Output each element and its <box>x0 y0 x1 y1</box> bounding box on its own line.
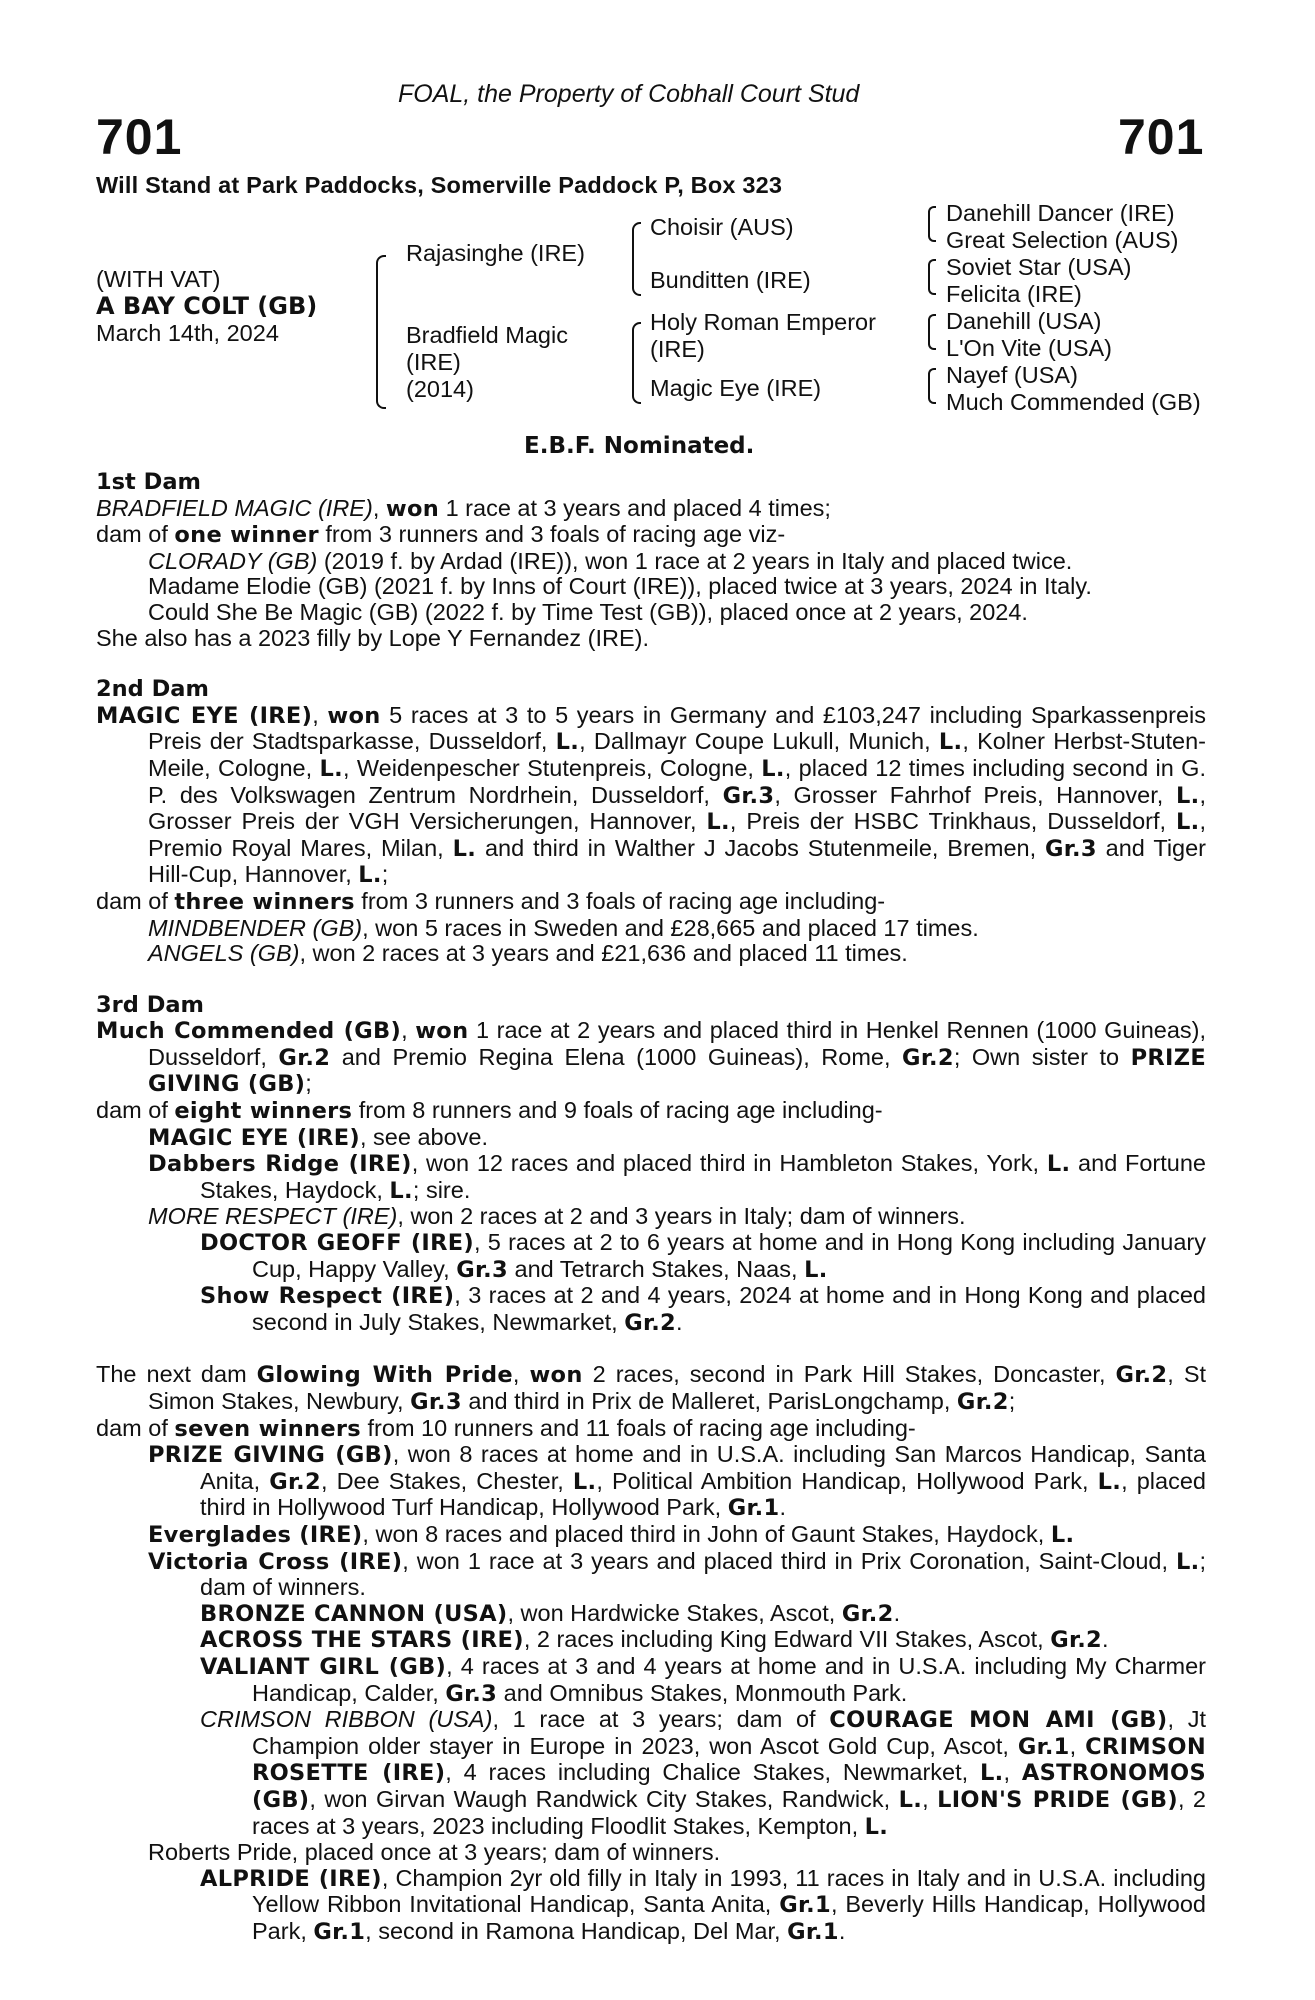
dam-year: (2014) <box>406 376 474 402</box>
first-dam-foal-1: CLORADY (GB) (2019 f. by Ardad (IRE)), won 1 race at 2 years in Italy and placed twice. <box>148 547 1073 574</box>
pedigree-brace-g3 <box>928 314 936 350</box>
third-dam-record: Much Commended (GB), won 1 race at 2 years and placed third in Henkel Rennen (1000 Guineas), Dusseldorf, Gr.2 and Premio Regina Elena (1000 Guineas), Rome, Gr.2; Own sister to PRIZE GIVING (GB); <box>96 1017 1207 1098</box>
sire-dam: Bunditten (IRE) <box>650 267 811 293</box>
grandfoal-across-the-stars: ACROSS THE STARS (IRE), 2 races including King Edward VII Stakes, Ascot, Gr.2. <box>200 1626 1109 1654</box>
next-dam-record: The next dam Glowing With Pride, won 2 races, second in Park Hill Stakes, Doncaster, Gr.2, St Simon Stakes, Newbury, Gr.3 and third in Prix de Malleret, ParisLongchamp, Gr.2; <box>96 1361 1207 1415</box>
third-dam-grandfoal-2: Show Respect (IRE), 3 races at 2 and 4 years, 2024 at home and in Hong Kong and placed second in July Stakes, Newmarket, Gr.2. <box>200 1282 1206 1336</box>
third-dam-foal-3: MORE RESPECT (IRE), won 2 races at 2 and 3 years in Italy; dam of winners. <box>148 1203 966 1230</box>
stand-location: Will Stand at Park Paddocks, Somerville Paddock P, Box 323 <box>96 172 783 198</box>
second-dam-heading: 2nd Dam <box>96 676 209 703</box>
sire-name: Rajasinghe (IRE) <box>406 240 585 266</box>
second-dam-foal-2: ANGELS (GB), won 2 races at 3 years and £21,636 and placed 11 times. <box>148 940 908 967</box>
grandfoal-bronze-cannon: BRONZE CANNON (USA), won Hardwicke Stakes, Ascot, Gr.2. <box>200 1599 901 1627</box>
ancestor-2: Great Selection (AUS) <box>946 227 1179 253</box>
ancestor-6: L'On Vite (USA) <box>946 335 1113 361</box>
pedigree-brace-g1 <box>928 206 936 242</box>
second-dam-record: MAGIC EYE (IRE), won 5 races at 3 to 5 years in Germany and £103,247 including Sparkassenpreis Preis der Stadtsparkasse, Dusseldorf, L., Dallmayr Coupe Lukull, Munich, L., Kolner Herbst-Stuten-Meile, Cologne, L., Weidenpescher Stutenpreis, Cologne, L., placed 12 times including second in G. P. des Volkswagen Zentrum Nordrhein, Dusseldorf, Gr.3, Grosser Fahrhof Preis, Hannover, L., Grosser Preis der VGH Versicherungen, Hannover, L., Preis der HSBC Trinkhaus, Dusseldorf, L., Premio Royal Mares, Milan, L. and third in Walther J Jacobs Stutenmeile, Bremen, Gr.3 and Tiger Hill-Cup, Hannover, L.; <box>96 701 1207 889</box>
third-dam-grandfoal-1: DOCTOR GEOFF (IRE), 5 races at 2 to 6 years at home and in Hong Kong including January Cup, Happy Valley, Gr.3 and Tetrarch Stakes, Naas, L. <box>200 1229 1206 1283</box>
third-dam-foal-1: MAGIC EYE (IRE), see above. <box>148 1123 489 1151</box>
first-dam-foal-3: Could She Be Magic (GB) (2022 f. by Time Test (GB)), placed once at 2 years, 2024. <box>148 598 1028 625</box>
first-dam-record: BRADFIELD MAGIC (IRE), won 1 race at 3 years and placed 4 times; <box>96 494 831 522</box>
next-dam-foal-victoria-cross: Victoria Cross (IRE), won 1 race at 3 years and placed third in Prix Coronation, Saint-Cloud, L.; dam of winners. <box>148 1547 1206 1601</box>
next-dam-produce: dam of seven winners from 10 runners and 11 foals of racing age including- <box>96 1414 916 1442</box>
third-dam-produce: dam of eight winners from 8 runners and 9 foals of racing age including- <box>96 1097 883 1125</box>
next-dam-foal-prize-giving: PRIZE GIVING (GB), won 8 races at home and in U.S.A. including San Marcos Handicap, Santa Anita, Gr.2, Dee Stakes, Chester, L., Political Ambition Handicap, Hollywood Park, L., placed third in Hollywood Turf Handicap, Hollywood Park, Gr.1. <box>148 1441 1206 1522</box>
pedigree-brace-sire <box>632 222 641 296</box>
vat-note: (WITH VAT) <box>96 266 221 292</box>
horse-name: A BAY COLT (GB) <box>96 292 318 320</box>
third-dam-foal-2: Dabbers Ridge (IRE), won 12 races and placed third in Hambleton Stakes, York, L. and Fortune Stakes, Haydock, L.; sire. <box>148 1150 1206 1204</box>
ancestor-7: Nayef (USA) <box>946 362 1078 388</box>
pedigree-brace-main <box>376 255 386 409</box>
first-dam-produce: dam of one winner from 3 runners and 3 foals of racing age viz- <box>96 521 786 549</box>
ancestor-4: Felicita (IRE) <box>946 281 1082 307</box>
dam-dam: Magic Eye (IRE) <box>650 375 822 401</box>
grandfoal-crimson-ribbon: CRIMSON RIBBON (USA), 1 race at 3 years; dam of COURAGE MON AMI (GB), Jt Champion older stayer in Europe in 2023, won Ascot Gold Cup, Ascot, Gr.1, CRIMSON ROSETTE (IRE), 4 races including Chalice Stakes, Newmarket, L., ASTRONOMOS (GB), won Girvan Waugh Randwick City Stakes, Randwick, L., LION'S PRIDE (GB), 2 races at 3 years, 2023 including Floodlit Stakes, Kempton, L. <box>200 1706 1206 1840</box>
catalogue-body <box>96 470 1206 1945</box>
second-dam-produce: dam of three winners from 3 runners and 3 foals of racing age including- <box>96 887 886 915</box>
pedigree-brace-dam <box>632 322 641 404</box>
page-subtitle: FOAL, the Property of Cobhall Court Stud <box>398 80 860 108</box>
first-dam-heading: 1st Dam <box>96 469 201 495</box>
ancestor-8: Much Commended (GB) <box>946 389 1201 415</box>
first-dam-foal-2: Madame Elodie (GB) (2021 f. by Inns of Court (IRE)), placed twice at 3 years, 2024 in Italy. <box>148 573 1092 600</box>
foaling-date: March 14th, 2024 <box>96 320 279 346</box>
lot-number-left: 701 <box>96 109 183 165</box>
first-dam-also: She also has a 2023 filly by Lope Y Fernandez (IRE). <box>96 624 650 651</box>
third-dam-heading: 3rd Dam <box>96 991 204 1018</box>
sire-sire: Choisir (AUS) <box>650 214 794 240</box>
ancestor-1: Danehill Dancer (IRE) <box>946 200 1175 226</box>
ebf-nomination: E.B.F. Nominated. <box>524 433 755 459</box>
lot-number-right: 701 <box>1118 109 1205 165</box>
grandfoal-alpride: ALPRIDE (IRE), Champion 2yr old filly in Italy in 1993, 11 races in Italy and in U.S.A. including Yellow Ribbon Invitational Handicap, Santa Anita, Gr.1, Beverly Hills Handicap, Hollywood Park, Gr.1, second in Ramona Handicap, Del Mar, Gr.1. <box>200 1864 1206 1945</box>
dam-sire-line2: (IRE) <box>650 336 705 362</box>
dam-sire-line1: Holy Roman Emperor <box>650 309 876 335</box>
pedigree-brace-g4 <box>928 368 936 404</box>
pedigree-brace-g2 <box>928 259 936 295</box>
next-dam-foal-roberts-pride: Roberts Pride, placed once at 3 years; dam of winners. <box>148 1839 721 1866</box>
grandfoal-valiant-girl: VALIANT GIRL (GB), 4 races at 3 and 4 years at home and in U.S.A. including My Charmer Handicap, Calder, Gr.3 and Omnibus Stakes, Monmouth Park. <box>200 1652 1206 1707</box>
ancestor-5: Danehill (USA) <box>946 308 1102 334</box>
ancestor-3: Soviet Star (USA) <box>946 254 1132 280</box>
dam-name-line2: (IRE) <box>406 349 461 375</box>
dam-name-line1: Bradfield Magic <box>406 322 568 348</box>
next-dam-foal-everglades: Everglades (IRE), won 8 races and placed third in John of Gaunt Stakes, Haydock, L. <box>148 1520 1075 1548</box>
second-dam-foal-1: MINDBENDER (GB), won 5 races in Sweden and £28,665 and placed 17 times. <box>148 914 979 941</box>
